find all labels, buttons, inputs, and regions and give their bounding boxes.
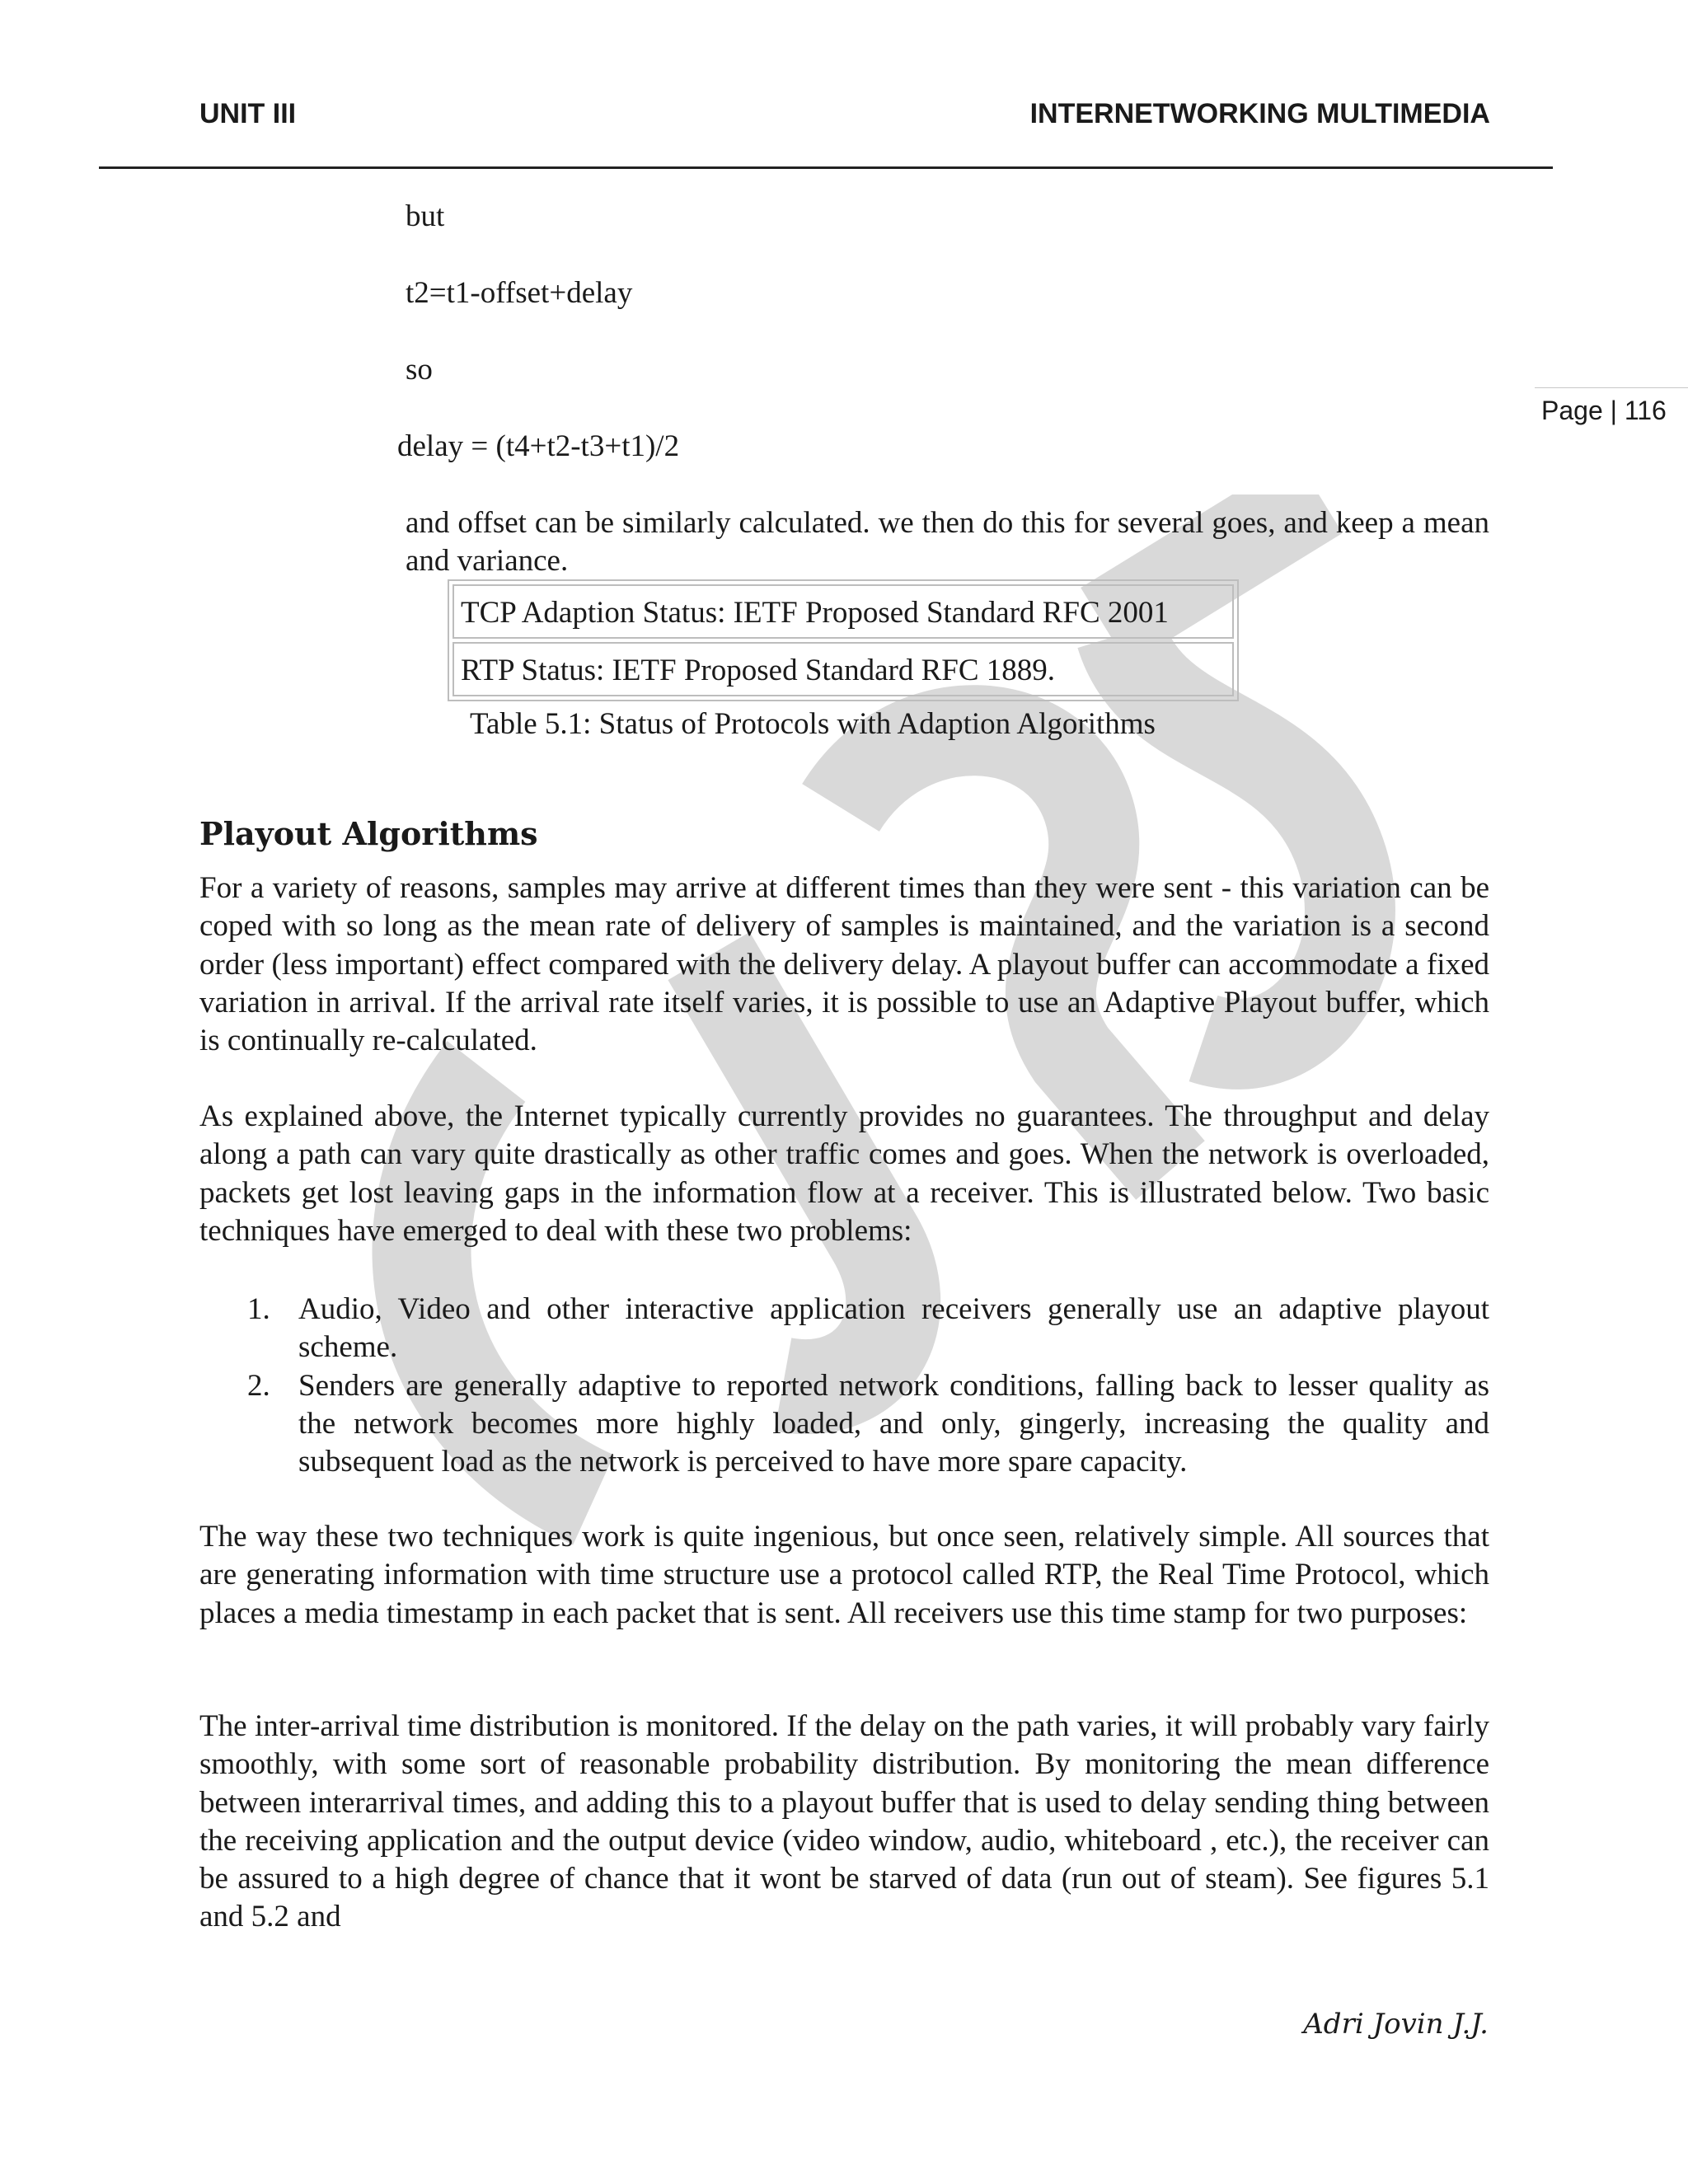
paragraph-internet-guarantees: As explained above, the Internet typically currently provides no guarantees. The throughput and delay along a path can vary quite drastically as other traffic comes and goes. When the network is overloaded, packets get lost leaving gaps in the information flow at a receiver. This is illustrated below. Two basic techniques have emerged to deal with these two problems: xyxy=(199,1099,1489,1248)
table-caption: Table 5.1: Status of Protocols with Adaption Algorithms xyxy=(470,707,1156,741)
author-signature: Adri Jovin J.J. xyxy=(1303,2008,1489,2041)
paragraph-playout-variation: For a variety of reasons, samples may arrive at different times than they were sent - this variation can be coped with so long as the mean rate of delivery of samples is maintained, and the variation is a second order (less important) effect compared with the delivery delay. A playout buffer can accommodate a fixed variation in arrival. If the arrival rate itself varies, it is possible to use an Adaptive Playout buffer, which is continually re-calculated. xyxy=(199,871,1489,1058)
list-item xyxy=(247,1291,1489,1367)
header-rule xyxy=(99,166,1553,169)
formula-line-but: but xyxy=(406,199,445,233)
techniques-list xyxy=(247,1291,1489,1481)
chapter-title: INTERNETWORKING MULTIMEDIA xyxy=(1029,98,1490,129)
list-item xyxy=(247,1367,1489,1482)
page-number: Page | 116 xyxy=(1541,396,1667,425)
paragraph-rtp-techniques: The way these two techniques work is quite ingenious, but once seen, relatively simple. All sources that are generating information with time structure use a protocol called RTP, the Real Time Protocol, which places a media timestamp in each packet that is sent. All receivers use this time stamp for two purposes: xyxy=(199,1520,1489,1630)
list-item-number: 1. xyxy=(247,1292,270,1326)
formula-line-so: so xyxy=(406,353,433,387)
table-cell-tcp: TCP Adaption Status: IETF Proposed Standard RFC 2001 xyxy=(452,584,1234,639)
table-cell-rtp: RTP Status: IETF Proposed Standard RFC 1889. xyxy=(452,642,1234,696)
protocol-status-table xyxy=(448,579,1239,701)
page-number-rule xyxy=(1535,387,1688,388)
paragraph-inter-arrival: The inter-arrival time distribution is monitored. If the delay on the path varies, it will probably vary fairly smoothly, with some sort of reasonable probability distribution. By monitoring the mean difference between interarrival times, and adding this to a playout buffer that is used to delay sending thing between the receiving application and the output device (video window, audio, whiteboard , etc.), the receiver can be assured to a high degree of chance that it wont be starved of data (run out of steam). See figures 5.1 and 5.2 and xyxy=(199,1709,1489,1934)
list-item-text: Audio, Video and other interactive application receivers generally use an adaptive playout scheme. xyxy=(298,1292,1489,1365)
formula-line-t2: t2=t1-offset+delay xyxy=(406,276,633,310)
list-item-number: 2. xyxy=(247,1368,270,1403)
section-heading: Playout Algorithms xyxy=(199,815,538,852)
table-row xyxy=(452,584,1234,639)
intro-paragraph: and offset can be similarly calculated. we then do this for several goes, and keep a mean and variance. xyxy=(406,506,1489,579)
formula-line-delay: delay = (t4+t2-t3+t1)/2 xyxy=(397,429,680,463)
unit-title: UNIT III xyxy=(199,98,297,129)
table-row xyxy=(452,642,1234,696)
list-item-text: Senders are generally adaptive to reported network conditions, falling back to lesser quality as the network becomes more highly loaded, and only, gingerly, increasing the quality and subsequent load as the network is perceived to have more spare capacity. xyxy=(298,1368,1489,1479)
